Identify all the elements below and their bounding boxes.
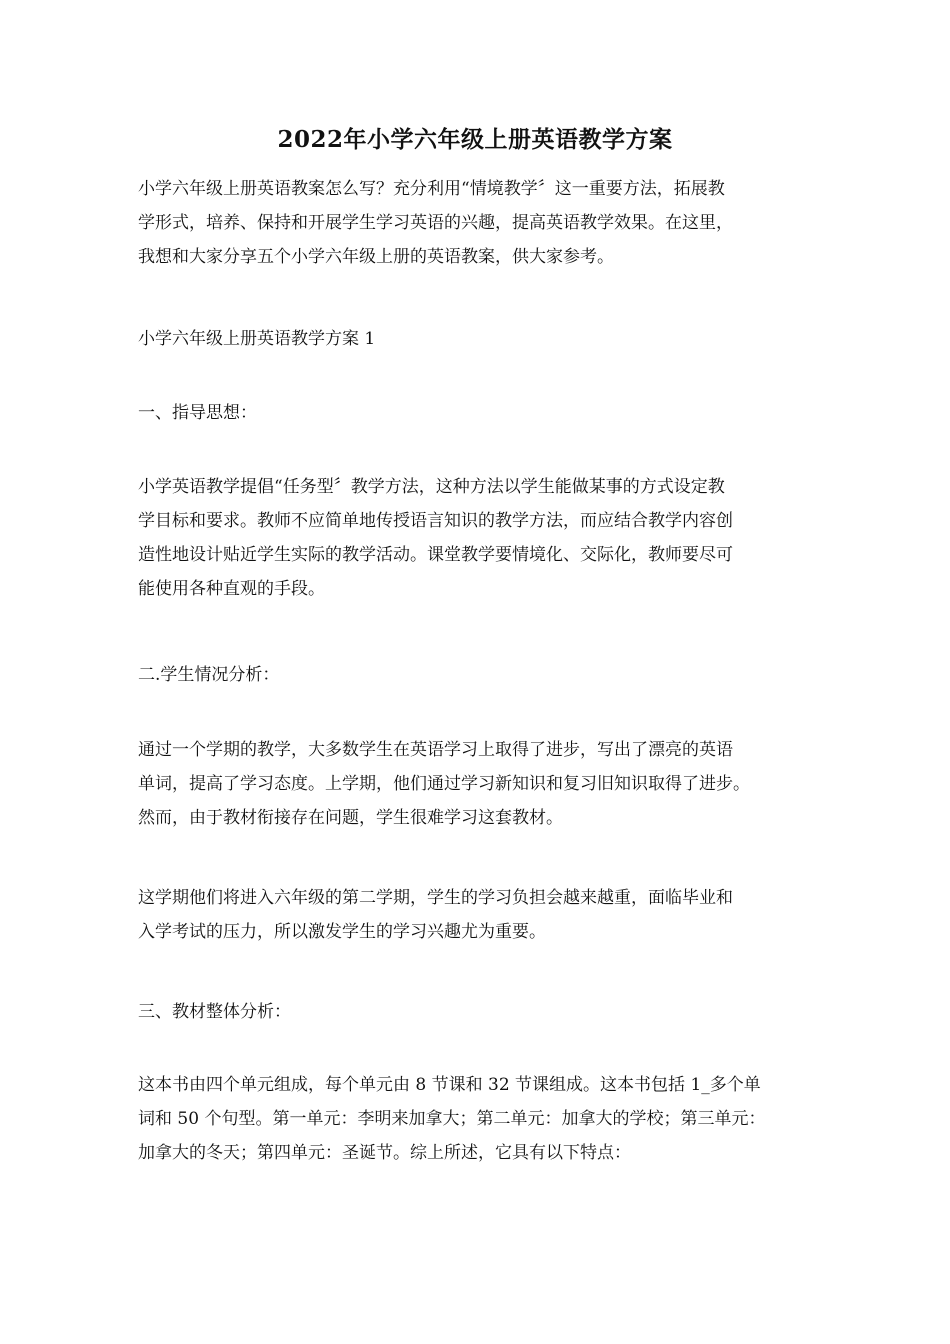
section2-line: 入学考试的压力，所以激发学生的学习兴趣尤为重要。 xyxy=(138,922,546,942)
section1-line: 造性地设计贴近学生实际的教学活动。课堂教学要情境化、交际化，教师要尽可 xyxy=(138,545,733,565)
section1-line: 小学英语教学提倡“任务型〞教学方法，这种方法以学生能做某事的方式设定教 xyxy=(138,477,725,497)
section2-heading-text: 二.学生情况分析： xyxy=(138,665,280,685)
section1-heading xyxy=(138,396,833,430)
intro-line: 小学六年级上册英语教案怎么写？充分利用“情境教学〞这一重要方法，拓展教 xyxy=(138,179,725,199)
plan-heading xyxy=(138,322,833,356)
section2-paragraph-a xyxy=(138,733,833,835)
intro-line: 我想和大家分享五个小学六年级上册的英语教案，供大家参考。 xyxy=(138,247,614,267)
section3-line: 词和 50 个句型。第一单元：李明来加拿大；第二单元：加拿大的学校；第三单元： xyxy=(138,1109,766,1129)
intro-paragraph xyxy=(138,172,833,274)
section1-line: 能使用各种直观的手段。 xyxy=(138,579,325,599)
section2-heading xyxy=(138,658,833,692)
section2-paragraph-b xyxy=(138,881,833,949)
section2-line: 通过一个学期的教学，大多数学生在英语学习上取得了进步，写出了漂亮的英语 xyxy=(138,740,733,760)
document-title: 2022年小学六年级上册英语教学方案 xyxy=(277,126,673,153)
section3-heading xyxy=(138,995,833,1029)
plan-heading-text: 小学六年级上册英语教学方案 1 xyxy=(138,329,376,349)
intro-line: 学形式，培养、保持和开展学生学习英语的兴趣，提高英语教学效果。在这里， xyxy=(138,213,733,233)
section2-line: 然而，由于教材衔接存在问题，学生很难学习这套教材。 xyxy=(138,808,563,828)
section1-line: 学目标和要求。教师不应简单地传授语言知识的教学方法，而应结合教学内容创 xyxy=(138,511,733,531)
section2-line: 单词，提高了学习态度。上学期，他们通过学习新知识和复习旧知识取得了进步。 xyxy=(138,774,750,794)
section2-line: 这学期他们将进入六年级的第二学期，学生的学习负担会越来越重，面临毕业和 xyxy=(138,888,733,908)
section3-paragraph xyxy=(138,1068,833,1170)
section1-paragraph xyxy=(138,470,833,606)
section3-line: 这本书由四个单元组成，每个单元由 8 节课和 32 节课组成。这本书包括 1_多个单 xyxy=(138,1075,761,1095)
section3-heading-text: 三、教材整体分析： xyxy=(138,1002,291,1022)
section1-heading-text: 一、指导思想： xyxy=(138,403,257,423)
section3-line: 加拿大的冬天；第四单元：圣诞节。综上所述，它具有以下特点： xyxy=(138,1143,631,1163)
